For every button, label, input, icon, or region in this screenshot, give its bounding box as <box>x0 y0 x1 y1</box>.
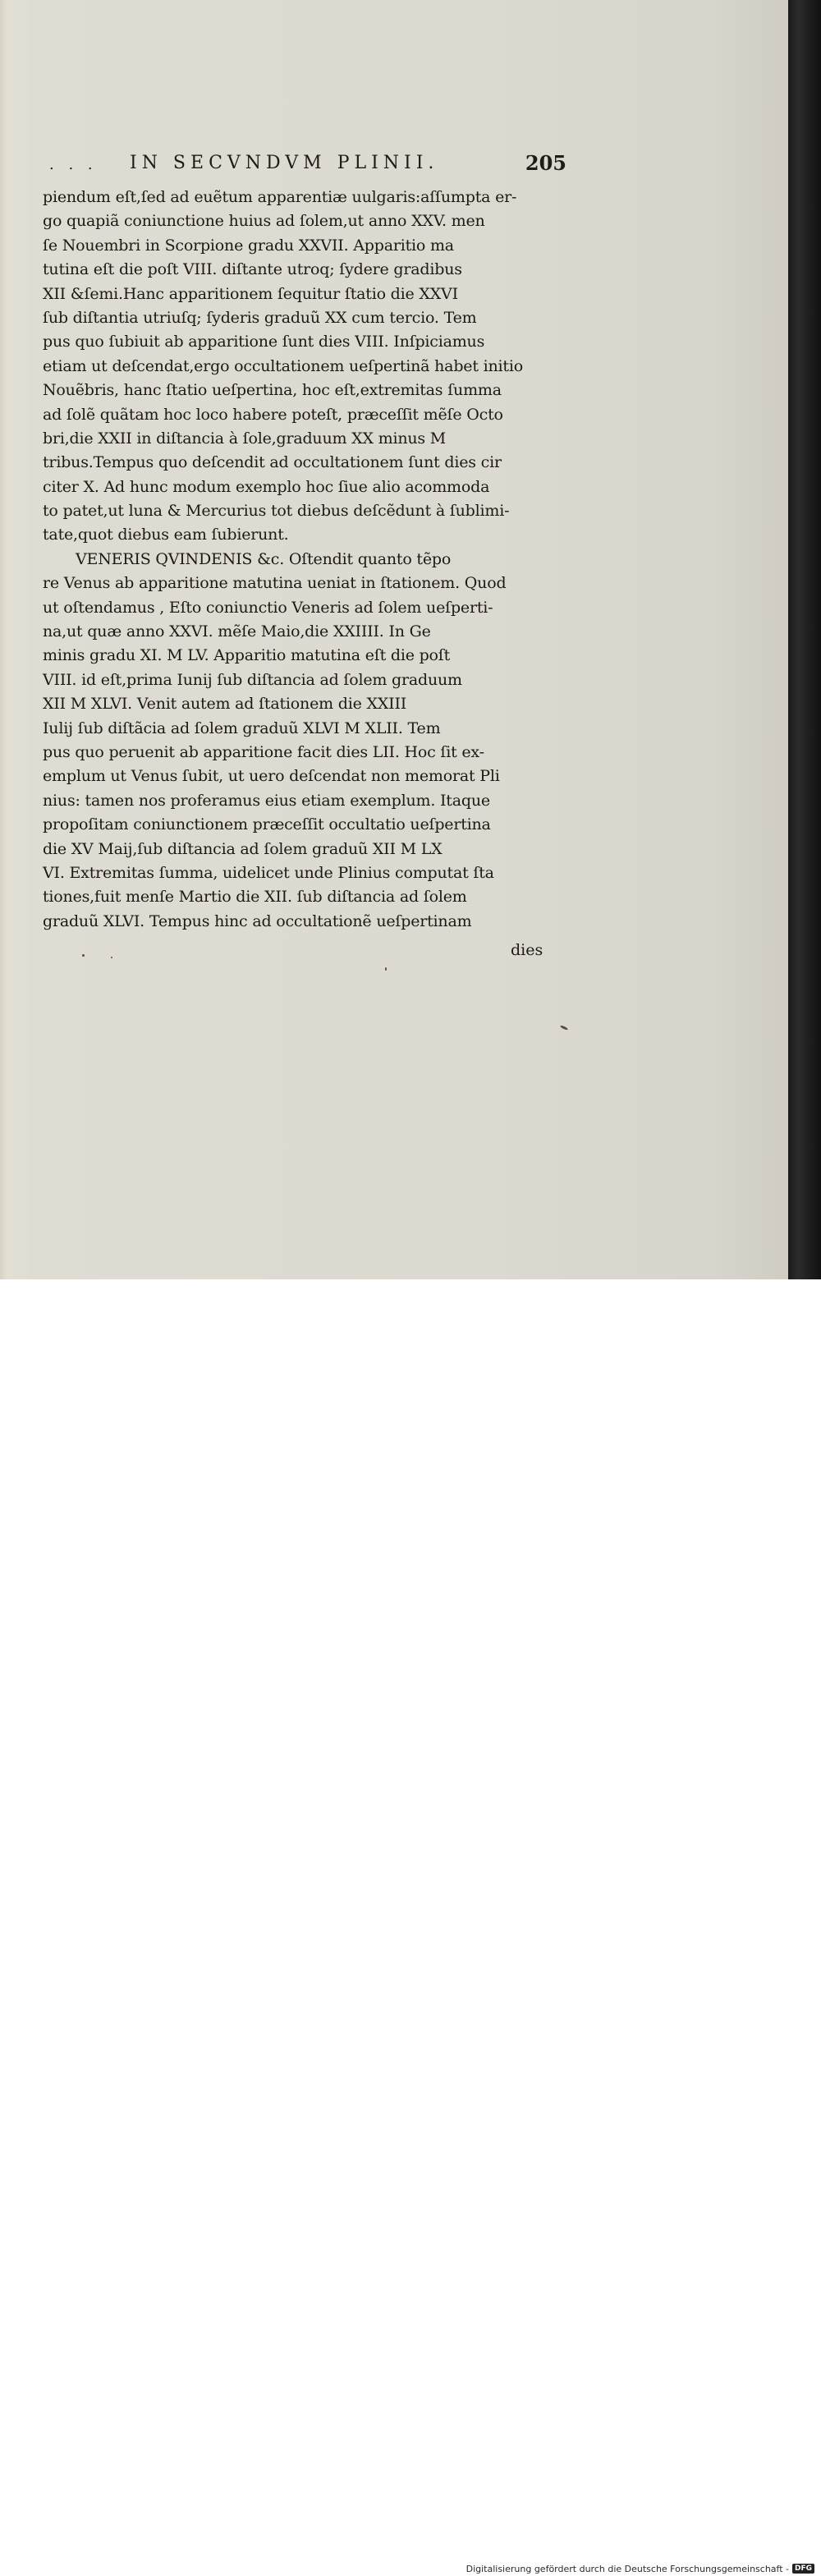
text-line: ſe Nouembri in Scorpione gradu XXVII. Apparitio ma <box>43 236 454 255</box>
digitization-credit <box>466 2561 814 2576</box>
catchword: dies <box>511 941 544 959</box>
text-line: VIII. id eſt,prima Iunij ſub diſtancia ad ſolem graduum <box>43 670 462 689</box>
text-line: etiam ut deſcendat,ergo occultationem ueſpertinã habet initio <box>43 356 523 375</box>
text-line: piendum eſt,ſed ad euẽtum apparentiæ uulgaris:aſſumpta er- <box>43 188 517 206</box>
text-line: pus quo peruenit ab apparitione facit dies LII. Hoc ſit ex- <box>43 742 484 761</box>
text-line: die XV Maij,ſub diſtancia ad ſolem graduũ XII M LX <box>43 839 443 858</box>
text-line: nius: tamen nos proferamus eius etiam exemplum. Itaque <box>43 791 490 810</box>
body-text <box>43 186 560 934</box>
paper-speck <box>560 1025 568 1031</box>
text-line: tiones,fuit menſe Martio die XII. ſub diſtancia ad ſolem <box>43 888 467 907</box>
page-number: 205 <box>525 151 566 175</box>
text-line: propoſitam coniunctionem præceſſit occultatio ueſpertina <box>43 815 491 834</box>
text-line: go quapiã coniunctione huius ad ſolem,ut anno XXV. men <box>43 212 485 231</box>
text-line: emplum ut Venus ſubit, ut uero deſcendat non memorat Pli <box>43 767 500 786</box>
paper-speck <box>82 954 85 957</box>
text-line: ad ſolẽ quãtam hoc loco habere poteſt, præceſſit mẽſe Octo <box>43 405 503 424</box>
text-line: graduũ XLVI. Tempus hinc ad occultationẽ ueſpertinam <box>43 911 472 930</box>
credit-text: Digitalisierung gefördert durch die Deutsche Forschungsgemeinschaft - <box>466 2563 789 2574</box>
text-line: tate,quot diebus eam ſubierunt. <box>43 526 289 544</box>
text-line: tutina eſt die poſt VIII. diſtante utroq; ſydere gradibus <box>43 260 462 279</box>
binding-edge <box>788 0 821 1279</box>
text-line: na,ut quæ anno XXVI. mẽſe Maio,die XXIIII. In Ge <box>43 622 431 641</box>
running-head-title: IN SECVNDVM PLINII. <box>130 153 439 173</box>
text-line: pus quo ſubiuit ab apparitione ſunt dies VIII. Inſpiciamus <box>43 333 485 351</box>
text-line: ut oſtendamus , Eſto coniunctio Veneris ad ſolem ueſperti- <box>43 598 493 617</box>
paper-speck <box>111 957 112 958</box>
text-line: to patet,ut luna & Mercurius tot diebus deſcẽdunt à ſublimi- <box>43 502 510 521</box>
running-head-marks: . . . <box>49 156 98 173</box>
text-line: VI. Extremitas ſumma, uidelicet unde Plinius computat ſta <box>43 863 494 882</box>
paragraph-start-line: VENERIS QVINDENIS &c. Oſtendit quanto tẽpo <box>76 549 452 568</box>
text-line: XII &ſemi.Hanc apparitionem ſequitur ſtatio die XXVI <box>43 284 458 303</box>
text-line: citer X. Ad hunc modum exemplo hoc ſiue alio acommoda <box>43 477 490 496</box>
footer-strip <box>0 1279 821 2574</box>
book-page <box>0 0 791 1280</box>
paper-speck <box>385 967 387 971</box>
text-line: ſub diſtantia utriuſq; ſyderis graduũ XX cum tercio. Tem <box>43 308 477 327</box>
text-line: XII M XLVI. Venit autem ad ſtationem die XXIII <box>43 695 407 714</box>
text-line: Nouẽbris, hanc ſtatio ueſpertina, hoc eſt,extremitas ſumma <box>43 381 502 400</box>
text-line: bri,die XXII in diſtancia à ſole,graduum XX minus M <box>43 429 447 448</box>
text-line: tribus.Tempus quo deſcendit ad occultationem ſunt dies cir <box>43 453 502 472</box>
text-line: minis gradu XI. M LV. Apparitio matutina eſt die poſt <box>43 646 451 665</box>
dfg-logo: DFG <box>792 2564 814 2574</box>
text-line: Iulij ſub diſtãcia ad ſolem graduũ XLVI M XLII. Tem <box>43 719 441 737</box>
text-line: re Venus ab apparitione matutina ueniat in ſtationem. Quod <box>43 574 507 593</box>
running-head <box>49 153 566 179</box>
